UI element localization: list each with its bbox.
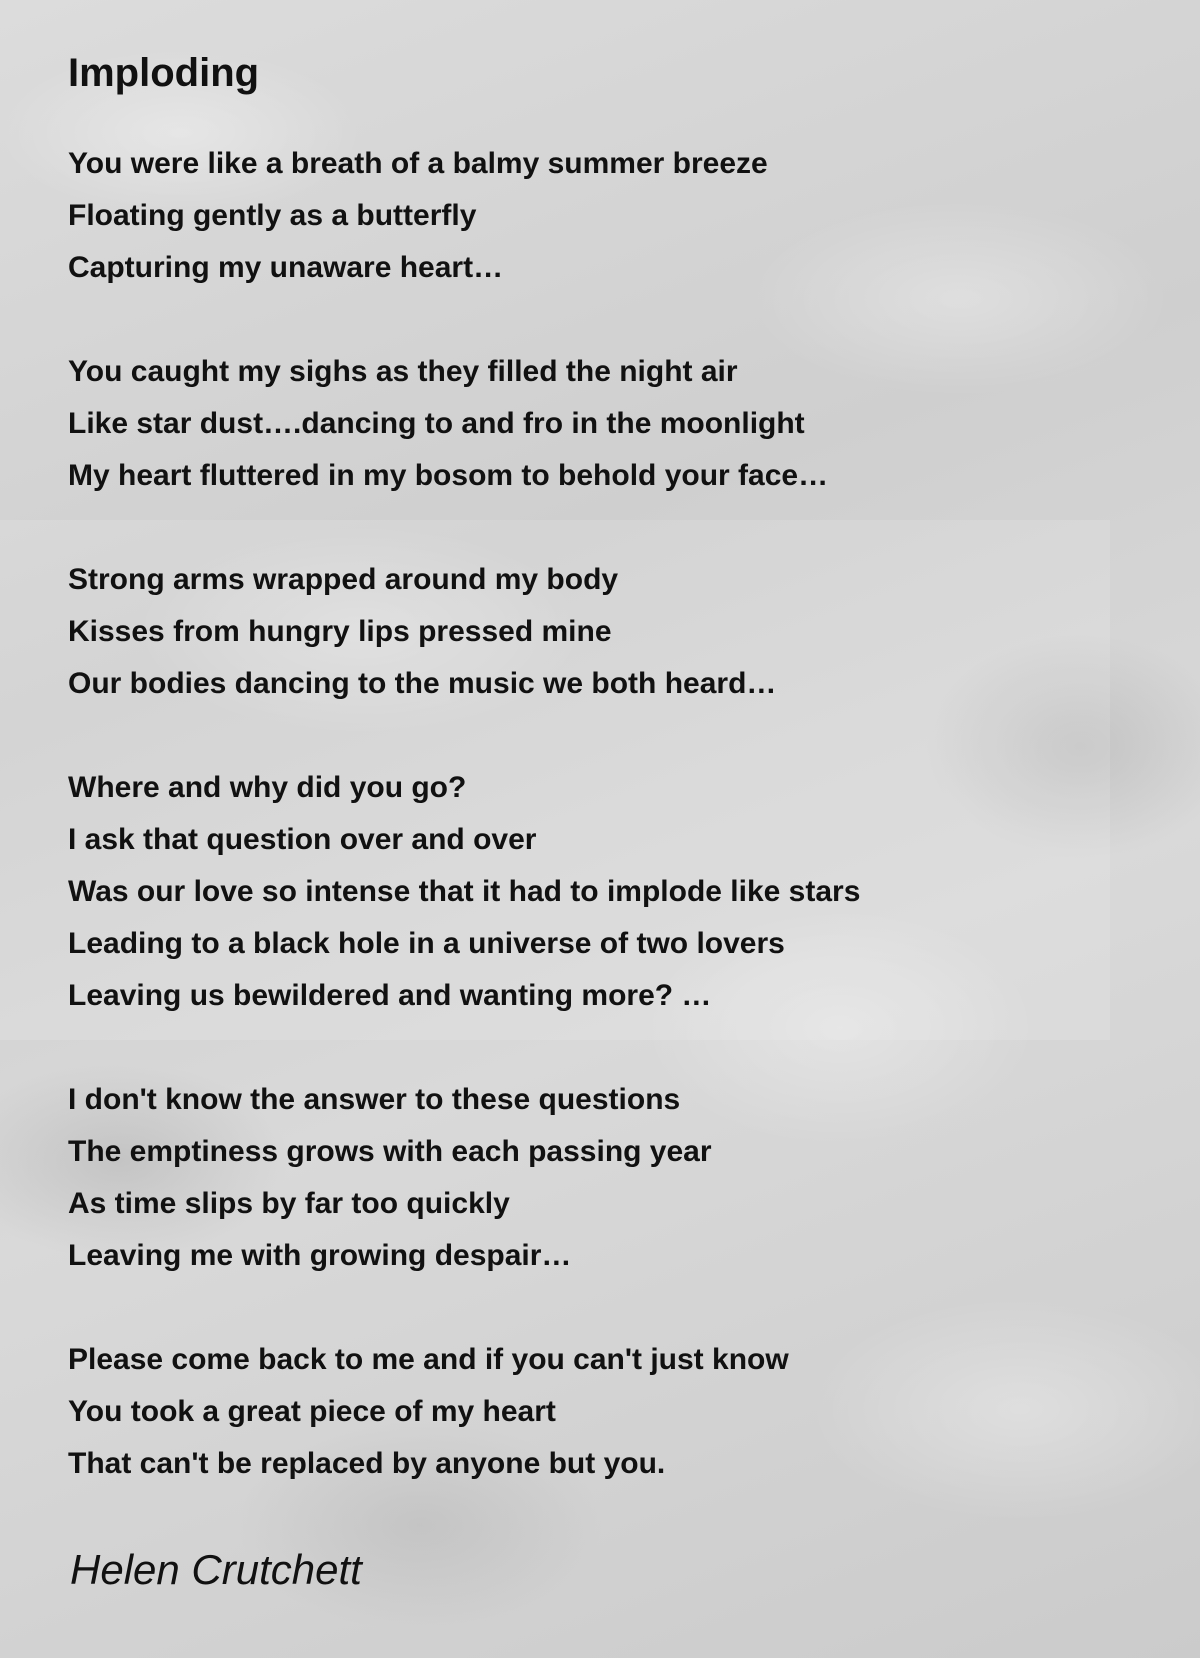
stanza-gap xyxy=(68,502,1128,554)
stanza-2 xyxy=(68,346,1128,502)
poem-line: You were like a breath of a balmy summer breeze xyxy=(68,147,768,180)
stanza-6 xyxy=(68,1334,1128,1490)
poem-line: Our bodies dancing to the music we both heard… xyxy=(68,667,777,700)
poem-line: Like star dust….dancing to and fro in the moonlight xyxy=(68,407,805,440)
stanza-gap xyxy=(68,1022,1128,1074)
poem-line: You took a great piece of my heart xyxy=(68,1395,556,1428)
poem-line: Please come back to me and if you can't just know xyxy=(68,1343,789,1376)
stanza-4 xyxy=(68,762,1128,1022)
poem-line: Leaving me with growing despair… xyxy=(68,1239,572,1272)
poem-line: You caught my sighs as they filled the night air xyxy=(68,355,738,388)
poem-line: I ask that question over and over xyxy=(68,823,537,856)
stanza-5 xyxy=(68,1074,1128,1282)
poem-line: Leaving us bewildered and wanting more? … xyxy=(68,979,712,1012)
poem-line: Capturing my unaware heart… xyxy=(68,251,504,284)
poem-line: Floating gently as a butterfly xyxy=(68,199,477,232)
poem-line: Strong arms wrapped around my body xyxy=(68,563,619,596)
poem-line: My heart fluttered in my bosom to behold your face… xyxy=(68,459,829,492)
poem-line: That can't be replaced by anyone but you. xyxy=(68,1447,666,1480)
stanza-gap xyxy=(68,710,1128,762)
poem-title: Imploding xyxy=(68,51,260,95)
stanza-gap xyxy=(68,294,1128,346)
poem-line: The emptiness grows with each passing year xyxy=(68,1135,712,1168)
stanza-1 xyxy=(68,138,1128,294)
poem-line: Kisses from hungry lips pressed mine xyxy=(68,615,612,648)
stanza-gap xyxy=(68,1282,1128,1334)
poem-author: Helen Crutchett xyxy=(70,1546,362,1593)
stanza-3 xyxy=(68,554,1128,710)
poem-card xyxy=(68,50,1128,1594)
poem-line: Where and why did you go? xyxy=(68,771,467,804)
poem-line: Leading to a black hole in a universe of two lovers xyxy=(68,927,785,960)
poem-line: As time slips by far too quickly xyxy=(68,1187,510,1220)
poem-line: Was our love so intense that it had to implode like stars xyxy=(68,875,861,908)
poem-line: I don't know the answer to these questions xyxy=(68,1083,681,1116)
